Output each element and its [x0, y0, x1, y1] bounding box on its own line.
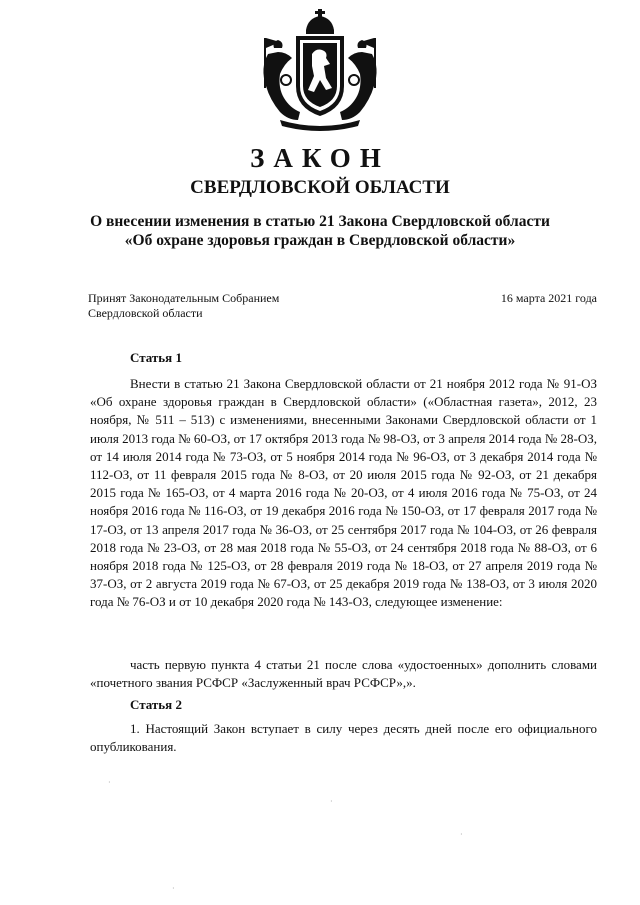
law-name: О внесении изменения в статью 21 Закона Свердловской области «Об охране здоровья граждан в Свердловской области»: [90, 213, 550, 249]
article-1-paragraph-1: Внести в статью 21 Закона Свердловской области от 21 ноября 2012 года № 91-ОЗ «Об охране здоровья граждан в Свердловской области» («Областная газета», 2012, 23 ноября, № 511 – 513) с изменениями, внесенными Законами Свердловской области от 1 июля 2013 года № 60-ОЗ, от 17 октября 2013 года № 98-ОЗ, от 3 апреля 2014 года № 28-ОЗ, от 14 июля 2014 года № 73-ОЗ, от 5 ноября 2014 года № 96-ОЗ, от 3 декабря 2014 года № 112-ОЗ, от 11 февраля 2015 года № 8-ОЗ, от 20 июля 2015 года № 92-ОЗ, от 21 декабря 2015 года № 165-ОЗ, от 4 марта 2016 года № 20-ОЗ, от 4 июля 2016 года № 75-ОЗ, от 24 ноября 2016 года № 116-ОЗ, от 19 декабря 2016 года № 150-ОЗ, от 17 февраля 2017 года № 17-ОЗ, от 13 апреля 2017 года № 36-ОЗ, от 25 сентября 2017 года № 104-ОЗ, от 26 февраля 2018 года № 23-ОЗ, от 28 мая 2018 года № 55-ОЗ, от 24 сентября 2018 года № 88-ОЗ, от 6 ноября 2018 года № 125-ОЗ, от 28 февраля 2019 года № 18-ОЗ, от 27 апреля 2019 года № 37-ОЗ, от 2 августа 2019 года № 67-ОЗ, от 25 декабря 2019 года № 138-ОЗ, от 3 июля 2020 года № 76-ОЗ и от 10 декабря 2020 года № 143-ОЗ, следующее изменение:: [90, 376, 597, 610]
scan-speck: ·: [172, 884, 175, 893]
scan-speck: ·: [460, 830, 463, 839]
adopted-by: [88, 291, 348, 321]
coat-of-arms-icon: [250, 8, 390, 136]
document-title: ЗАКОН: [250, 143, 390, 173]
article-1-heading: Статья 1: [130, 350, 182, 365]
adoption-date: 16 марта 2021 года: [500, 291, 597, 305]
article-1-paragraph-2: часть первую пункта 4 статьи 21 после слова «удостоенных» дополнить словами «почетного звания РСФСР «Заслуженный врач РСФСР»,».: [90, 657, 597, 691]
article-2-heading: Статья 2: [130, 697, 182, 712]
adopted-by-line2: Свердловской области: [88, 306, 203, 320]
adopted-by-line1: Принят Законодательным Собранием: [88, 291, 280, 305]
scan-speck: ·: [330, 797, 333, 806]
document-subtitle: СВЕРДЛОВСКОЙ ОБЛАСТИ: [190, 177, 450, 198]
article-2-paragraph-1: 1. Настоящий Закон вступает в силу через десять дней после его официального опубликования.: [90, 721, 597, 755]
scan-speck: ·: [108, 778, 111, 787]
